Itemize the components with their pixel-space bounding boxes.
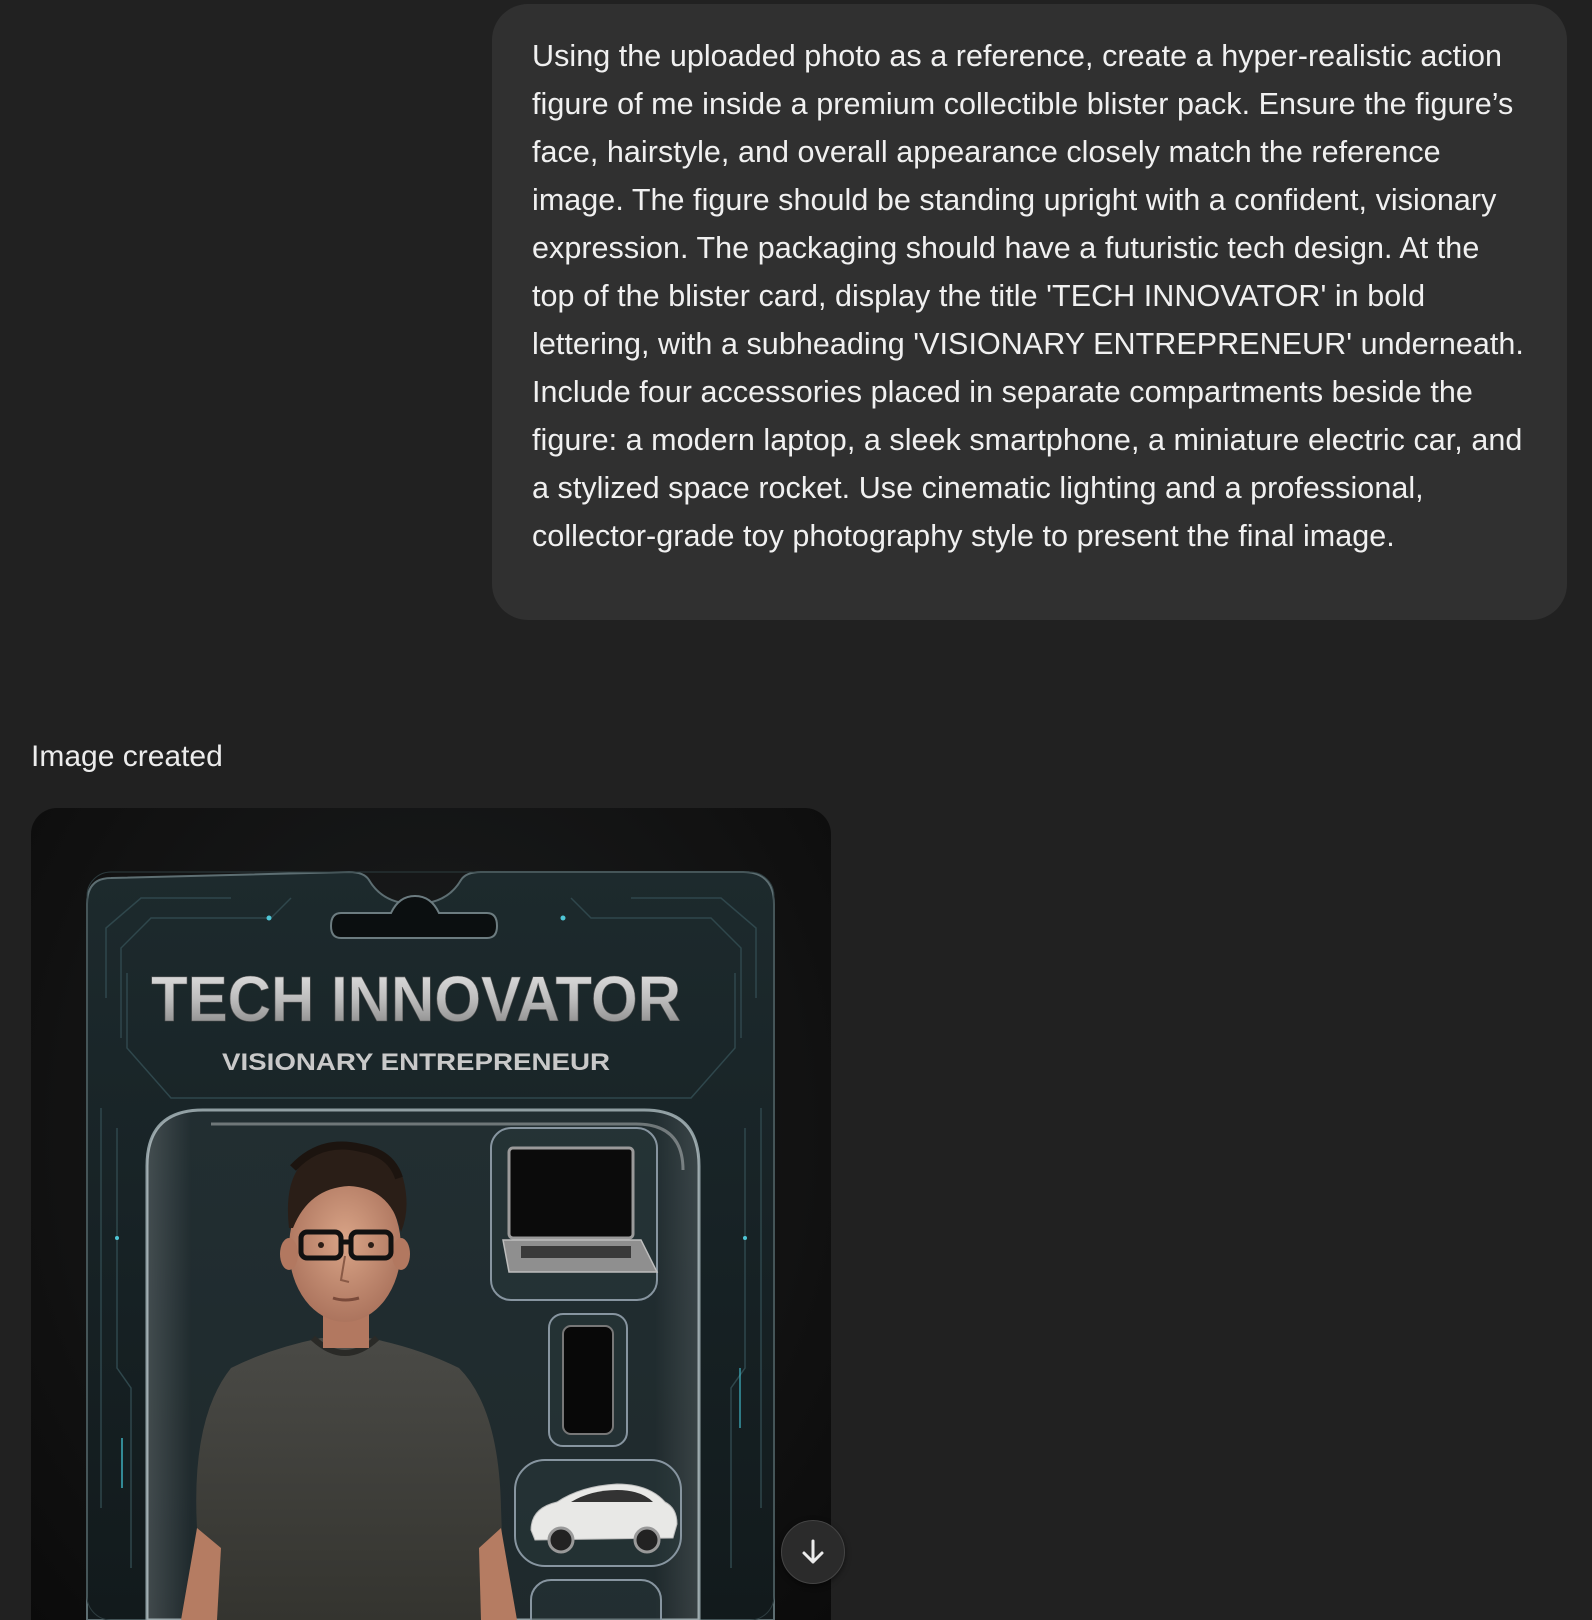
laptop-accessory xyxy=(491,1128,657,1300)
electric-car-accessory xyxy=(515,1460,681,1566)
generated-image[interactable] xyxy=(31,808,831,1620)
package-subtitle: VISIONARY ENTREPRENEUR xyxy=(222,1049,610,1076)
user-message-text: Using the uploaded photo as a reference, create a hyper-realistic action figure of me inside a premium collectible blister pack. Ensure the figure’s face, hairstyle, and overall appearance closely match the reference image. The figure should be standing upright with a confident, visionary expression. The packaging should have a futuristic tech design. At the top of the blister card, display the title 'TECH INNOVATOR' in bold lettering, with a subheading 'VISIONARY ENTREPRENEUR' underneath. Include four accessories placed in separate compartments beside the figure: a modern laptop, a sleek smartphone, a miniature electric car, and a stylized space rocket. Use cinematic lighting and a professional, collector-grade toy photography style to present the final image. xyxy=(532,39,1524,553)
blister-pack-illustration xyxy=(31,808,831,1620)
package-title: TECH INNOVATOR xyxy=(151,963,681,1035)
user-message-bubble xyxy=(492,4,1567,620)
download-button[interactable] xyxy=(781,1520,845,1584)
image-created-label: Image created xyxy=(31,740,223,773)
smartphone-accessory xyxy=(549,1314,627,1446)
arrow-down-icon xyxy=(798,1537,828,1567)
